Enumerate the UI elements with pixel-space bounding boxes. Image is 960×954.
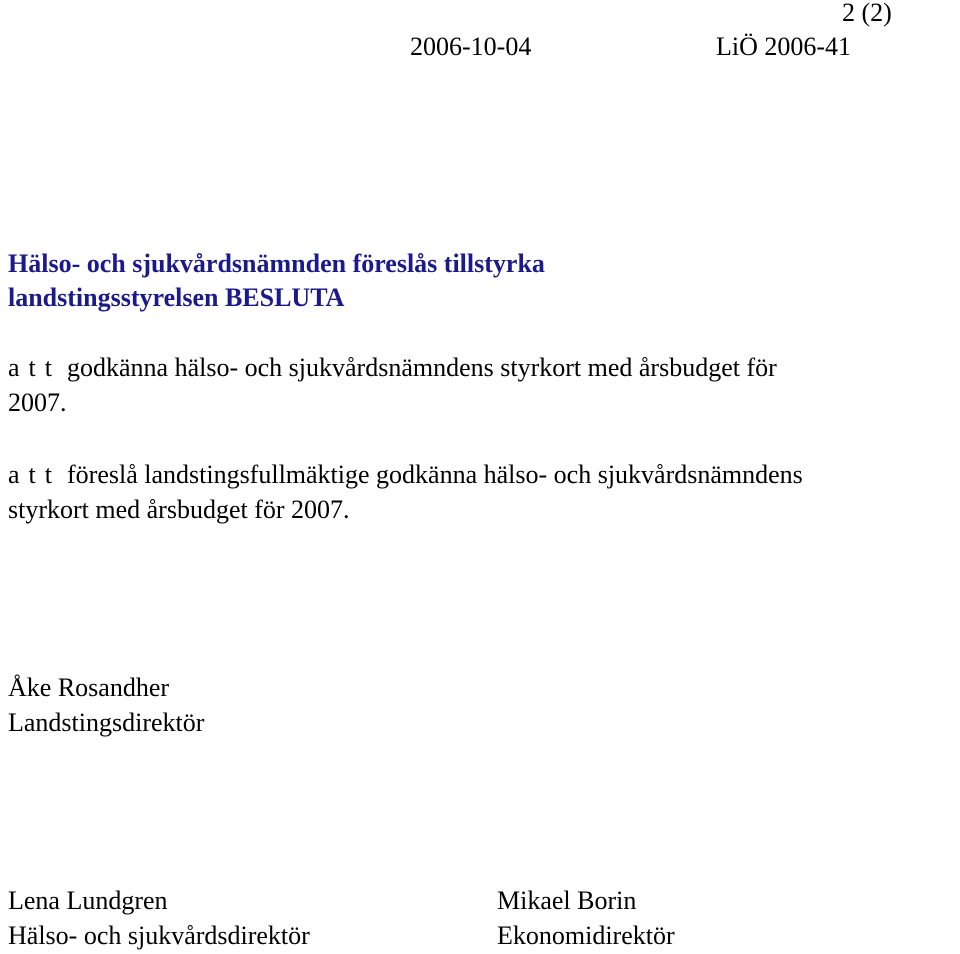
signatory-1-title: Landstingsdirektör bbox=[8, 708, 205, 737]
decision-prefix: att bbox=[8, 353, 61, 382]
document-reference: LiÖ 2006-41 bbox=[716, 32, 852, 61]
signatory-3-title: Ekonomidirektör bbox=[497, 921, 675, 950]
heading-line-1: Hälso- och sjukvårdsnämnden föreslås tillstyrka bbox=[8, 249, 545, 278]
decision-2-line-1 bbox=[8, 462, 803, 488]
signatory-1-name: Åke Rosandher bbox=[8, 673, 170, 702]
decision-1-line-2: 2007. bbox=[8, 388, 67, 417]
decision-prefix: att bbox=[8, 460, 61, 489]
decision-1-text: godkänna hälso- och sjukvårdsnämndens styrkort med årsbudget för bbox=[67, 353, 777, 382]
decision-2-text: föreslå landstingsfullmäktige godkänna hälso- och sjukvårdsnämndens bbox=[67, 460, 803, 489]
signatory-2-name: Lena Lundgren bbox=[8, 886, 168, 915]
decision-1-line-1 bbox=[8, 355, 777, 381]
signatory-2-title: Hälso- och sjukvårdsdirektör bbox=[8, 921, 310, 950]
heading-line-2: landstingsstyrelsen BESLUTA bbox=[8, 283, 345, 312]
decision-2-line-2: styrkort med årsbudget för 2007. bbox=[8, 495, 350, 524]
page-number: 2 (2) bbox=[842, 0, 892, 27]
document-date: 2006-10-04 bbox=[410, 32, 532, 61]
signatory-3-name: Mikael Borin bbox=[497, 886, 637, 915]
